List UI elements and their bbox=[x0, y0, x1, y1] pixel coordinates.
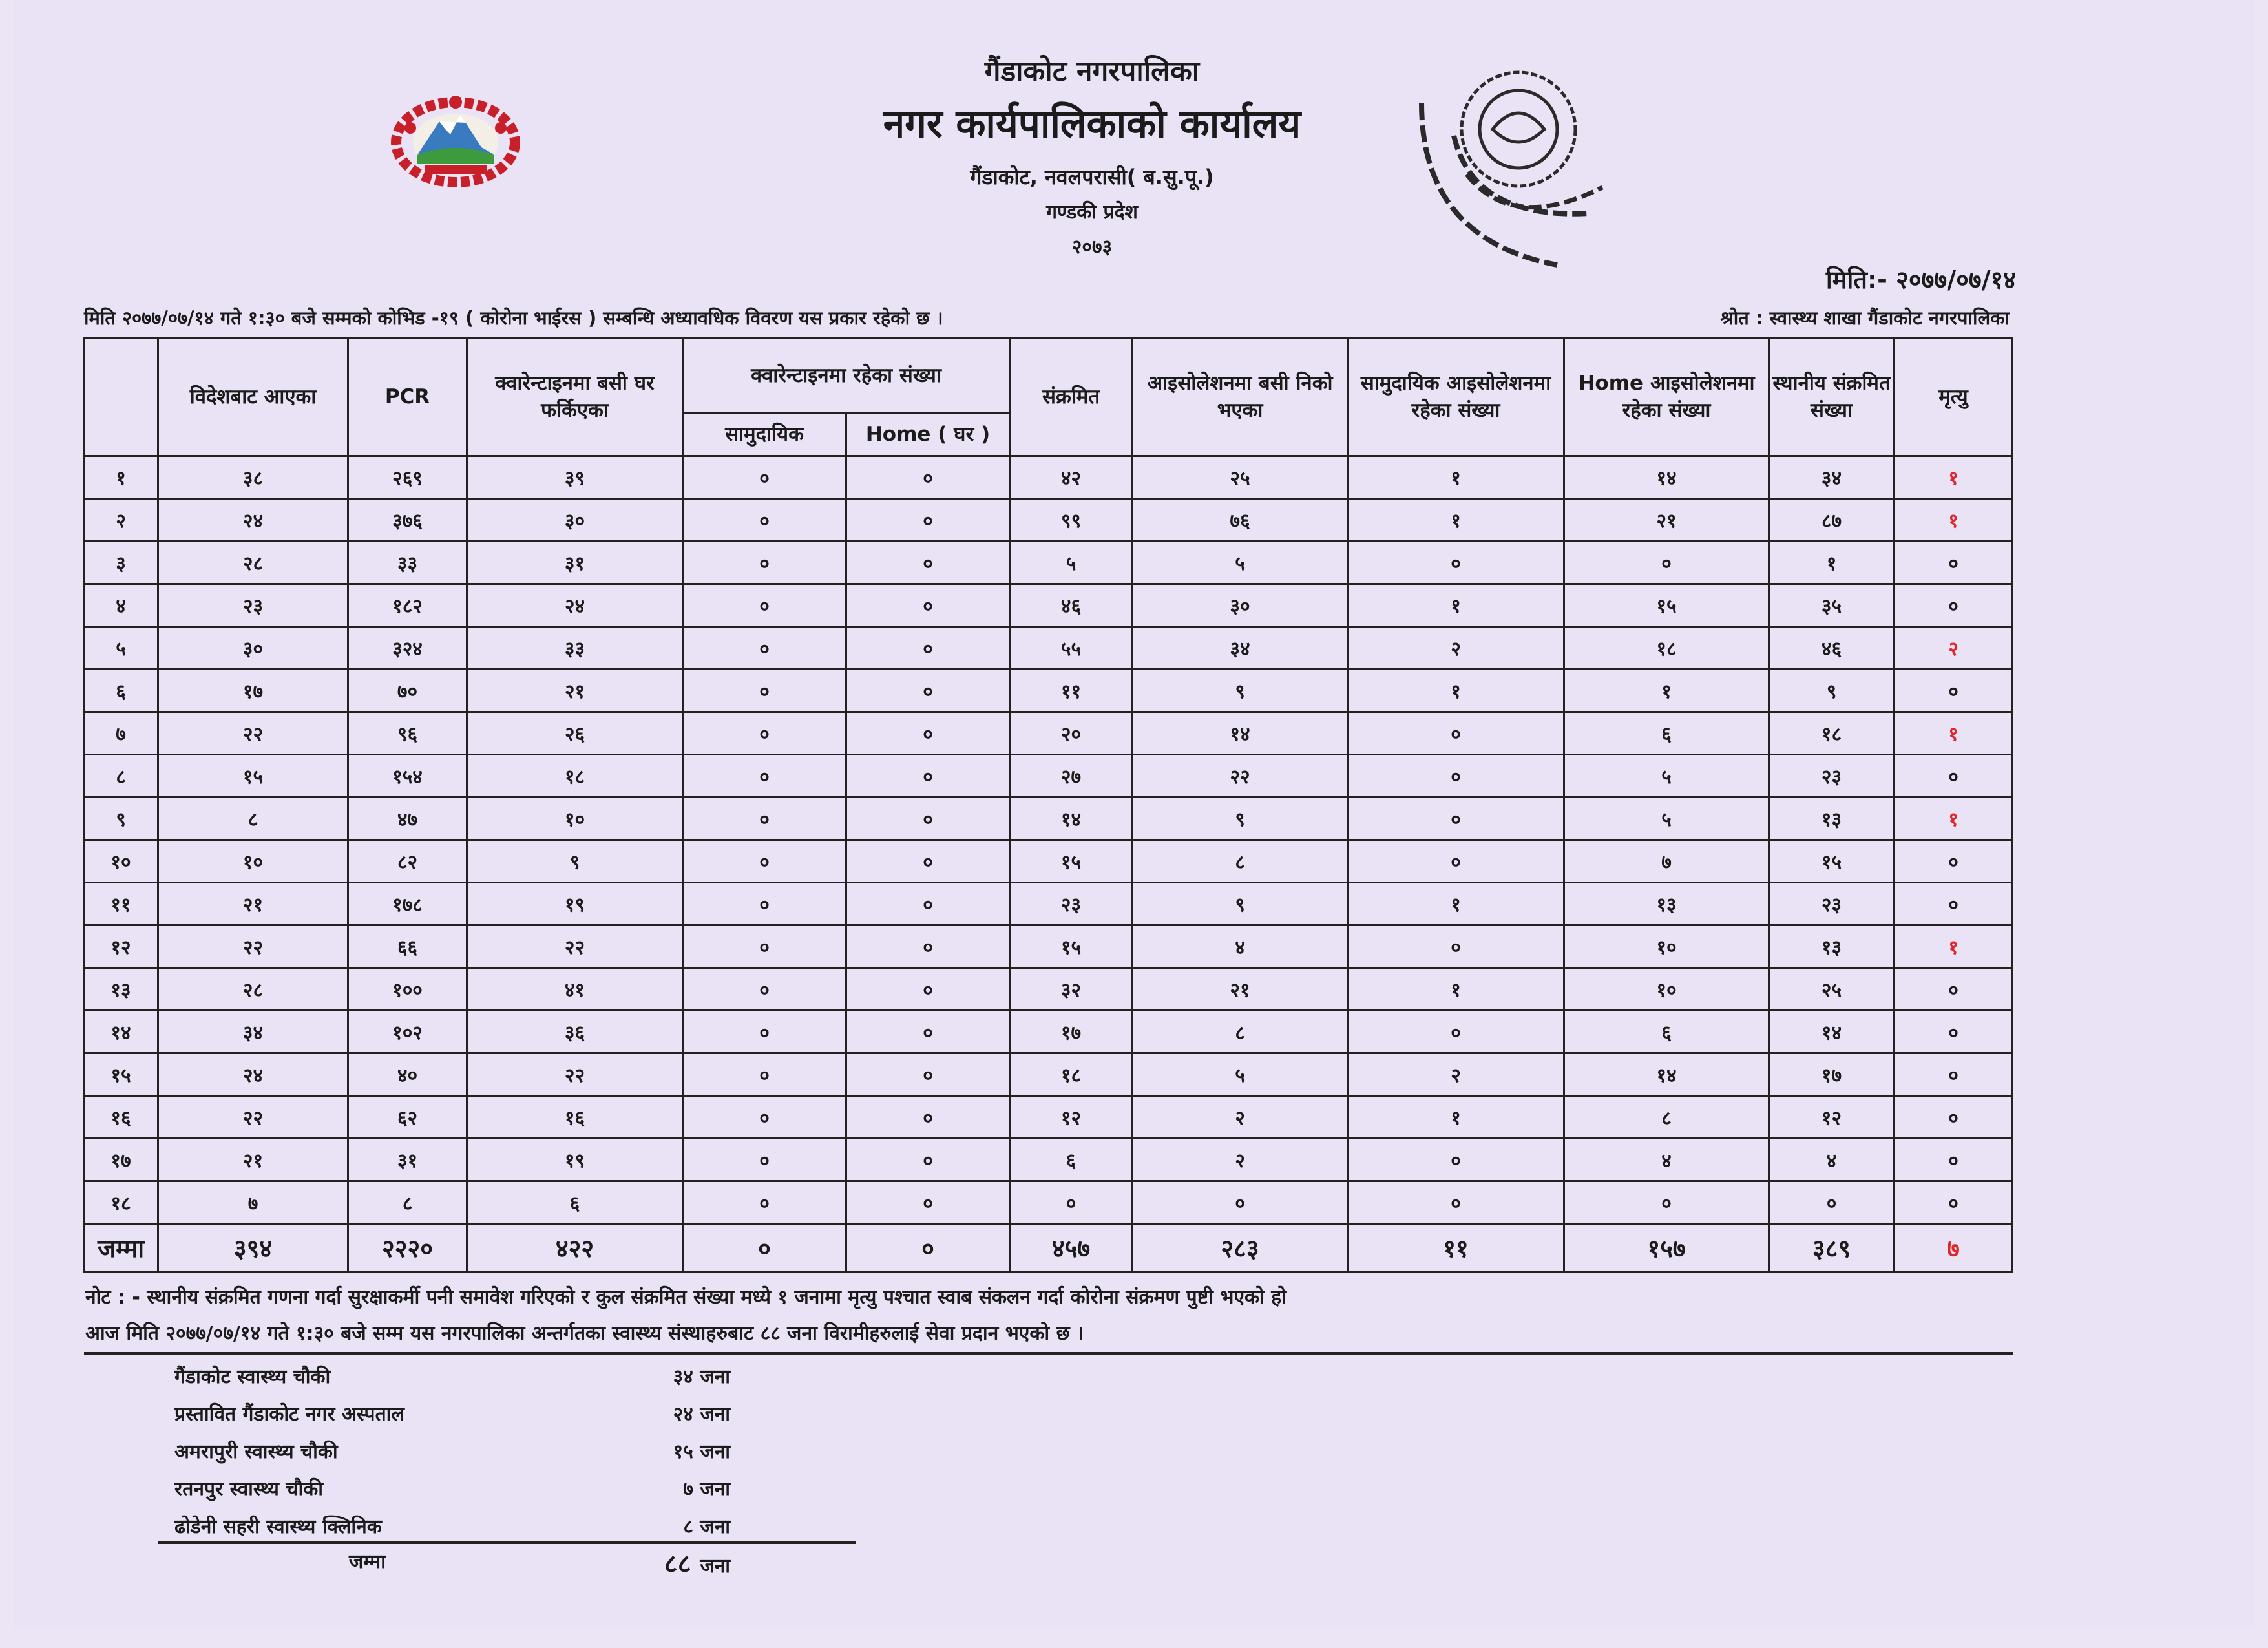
row-serial: ६ bbox=[84, 670, 158, 712]
table-cell: ० bbox=[846, 840, 1010, 883]
table-cell: ३१ bbox=[348, 1139, 467, 1181]
death-cell: ० bbox=[1895, 542, 2013, 584]
service-list-item bbox=[162, 1357, 743, 1395]
table-cell: ३५ bbox=[1769, 584, 1895, 627]
table-cell: ० bbox=[846, 925, 1010, 968]
table-cell: ० bbox=[683, 542, 846, 584]
table-cell: ३४ bbox=[1133, 627, 1348, 670]
table-cell: ० bbox=[846, 1011, 1010, 1053]
total-cell: २८३ bbox=[1133, 1224, 1348, 1272]
table-cell: ० bbox=[1564, 542, 1769, 584]
table-cell: १४ bbox=[1564, 456, 1769, 499]
table-cell: ० bbox=[683, 968, 846, 1011]
table-cell: २८ bbox=[158, 968, 348, 1011]
row-serial: ९ bbox=[84, 798, 158, 840]
table-cell: ४१ bbox=[467, 968, 683, 1011]
table-cell: १४ bbox=[1769, 1011, 1895, 1053]
table-cell: १०२ bbox=[348, 1011, 467, 1053]
table-cell: २६ bbox=[467, 712, 683, 755]
table-cell: २८ bbox=[158, 542, 348, 584]
table-cell: ३० bbox=[1133, 584, 1348, 627]
table-cell: ८ bbox=[348, 1181, 467, 1224]
table-cell: ० bbox=[846, 883, 1010, 925]
death-cell: १ bbox=[1895, 499, 2013, 542]
table-cell: ६६ bbox=[348, 925, 467, 968]
table-cell: ० bbox=[683, 627, 846, 670]
table-cell: २७ bbox=[1010, 755, 1133, 798]
table-cell: ४ bbox=[1769, 1139, 1895, 1181]
table-cell: २ bbox=[1348, 627, 1564, 670]
table-cell: १२ bbox=[1769, 1096, 1895, 1139]
header-quarantine-returned: क्वारेन्टाइनमा बसी घर फर्किएका bbox=[467, 339, 683, 456]
total-cell: ० bbox=[683, 1224, 846, 1272]
table-cell: २३ bbox=[1769, 883, 1895, 925]
established-year: २०७३ bbox=[1071, 236, 1113, 259]
row-serial: ५ bbox=[84, 627, 158, 670]
table-cell: ४ bbox=[1564, 1139, 1769, 1181]
total-cell: ४५७ bbox=[1010, 1224, 1133, 1272]
table-cell: ० bbox=[846, 1181, 1010, 1224]
table-cell: १४ bbox=[1564, 1053, 1769, 1096]
total-cell: ४२२ bbox=[467, 1224, 683, 1272]
total-cell: १५७ bbox=[1564, 1224, 1769, 1272]
table-cell: १५ bbox=[1564, 584, 1769, 627]
table-cell: ६ bbox=[467, 1181, 683, 1224]
service-statement: आज मिति २०७७/०७/१४ गते १:३० बजे सम्म यस नगरपालिका अन्तर्गतका स्वास्थ्य संस्थाहरुबाट ८८ जना विरामीहरुलाई सेवा प्रदान भएको छ । bbox=[85, 1322, 1084, 1345]
service-facility-name: प्रस्तावित गैंडाकोट नगर अस्पताल bbox=[174, 1403, 404, 1426]
header-death: मृत्यु bbox=[1895, 339, 2013, 456]
table-cell: २१ bbox=[158, 1139, 348, 1181]
table-cell: ३२४ bbox=[348, 627, 467, 670]
table-cell: ० bbox=[846, 584, 1010, 627]
table-cell: ० bbox=[1564, 1181, 1769, 1224]
table-cell: १७ bbox=[1769, 1053, 1895, 1096]
row-serial: १६ bbox=[84, 1096, 158, 1139]
death-cell: ० bbox=[1895, 1181, 2013, 1224]
row-serial: ३ bbox=[84, 542, 158, 584]
table-cell: ० bbox=[1769, 1181, 1895, 1224]
table-cell: ९ bbox=[467, 840, 683, 883]
table-cell: ० bbox=[846, 499, 1010, 542]
table-cell: ९ bbox=[1133, 798, 1348, 840]
table-cell: ० bbox=[846, 1096, 1010, 1139]
table-cell: ० bbox=[1348, 542, 1564, 584]
intro-statement: मिति २०७७/०७/१४ गते १:३० बजे सम्मको कोभिड -१९ ( कोरोना भाईरस ) सम्बन्धि अध्यावधिक विवरण यस प्रकार रहेको छ । bbox=[84, 307, 943, 329]
table-cell: १८ bbox=[1564, 627, 1769, 670]
row-serial: १८ bbox=[84, 1181, 158, 1224]
table-cell: ४६ bbox=[1769, 627, 1895, 670]
table-cell: ६ bbox=[1010, 1139, 1133, 1181]
table-cell: ० bbox=[683, 499, 846, 542]
table-row bbox=[84, 712, 2013, 755]
death-cell: ० bbox=[1895, 1096, 2013, 1139]
service-patient-count: ८ जना bbox=[683, 1516, 730, 1538]
table-cell: ४६ bbox=[1010, 584, 1133, 627]
table-cell: ९ bbox=[1769, 670, 1895, 712]
table-cell: ० bbox=[683, 883, 846, 925]
table-cell: १ bbox=[1348, 456, 1564, 499]
table-cell: ७ bbox=[158, 1181, 348, 1224]
table-cell: ० bbox=[683, 840, 846, 883]
table-cell: २२ bbox=[1133, 755, 1348, 798]
death-cell: ० bbox=[1895, 840, 2013, 883]
table-cell: २२ bbox=[467, 925, 683, 968]
total-death-cell: ७ bbox=[1895, 1224, 2013, 1272]
table-cell: ० bbox=[683, 1053, 846, 1096]
table-cell: ४२ bbox=[1010, 456, 1133, 499]
table-cell: ० bbox=[683, 1181, 846, 1224]
footnote: नोट : - स्थानीय संक्रमित गणना गर्दा सुरक्षाकर्मी पनी समावेश गरिएको र कुल संक्रमित संख्या मध्ये १ जनामा मृत्यु पश्चात स्वाब संकलन गर्दा कोरोना संक्रमण पुष्टी भएको हो bbox=[85, 1286, 1287, 1309]
table-cell: १ bbox=[1348, 499, 1564, 542]
header-community-isolation: सामुदायिक आइसोलेशनमा रहेका संख्या bbox=[1348, 339, 1564, 456]
header-pcr: PCR bbox=[348, 339, 467, 456]
table-cell: १० bbox=[1564, 968, 1769, 1011]
table-cell: १०० bbox=[348, 968, 467, 1011]
table-cell: २१ bbox=[467, 670, 683, 712]
table-cell: १ bbox=[1564, 670, 1769, 712]
table-row bbox=[84, 968, 2013, 1011]
table-cell: ९ bbox=[1133, 883, 1348, 925]
table-row bbox=[84, 542, 2013, 584]
table-cell: २ bbox=[1133, 1139, 1348, 1181]
total-cell: ० bbox=[846, 1224, 1010, 1272]
table-cell: १० bbox=[158, 840, 348, 883]
table-cell: ३२ bbox=[1010, 968, 1133, 1011]
row-serial: १० bbox=[84, 840, 158, 883]
death-cell: ० bbox=[1895, 670, 2013, 712]
table-cell: ३९ bbox=[467, 456, 683, 499]
table-cell: ५ bbox=[1133, 1053, 1348, 1096]
table-cell: १३ bbox=[1564, 883, 1769, 925]
table-cell: ३० bbox=[467, 499, 683, 542]
service-facility-name: अमरापुरी स्वास्थ्य चौकी bbox=[174, 1441, 338, 1463]
table-cell: ५ bbox=[1010, 542, 1133, 584]
death-cell: १ bbox=[1895, 712, 2013, 755]
death-cell: १ bbox=[1895, 925, 2013, 968]
service-patient-count: १५ जना bbox=[673, 1441, 730, 1463]
table-cell: ० bbox=[846, 798, 1010, 840]
service-facility-name: ढोडेनी सहरी स्वास्थ्य क्लिनिक bbox=[174, 1516, 382, 1538]
table-cell: २१ bbox=[1564, 499, 1769, 542]
table-cell: ४ bbox=[1133, 925, 1348, 968]
table-cell: ६ bbox=[1564, 1011, 1769, 1053]
document-page bbox=[13, 0, 2255, 1629]
table-cell: ९९ bbox=[1010, 499, 1133, 542]
header-isolation-recovered: आइसोलेशनमा बसी निको भएका bbox=[1133, 339, 1348, 456]
table-cell: ० bbox=[683, 1139, 846, 1181]
row-serial: १३ bbox=[84, 968, 158, 1011]
row-serial: १ bbox=[84, 456, 158, 499]
table-cell: ३८ bbox=[158, 456, 348, 499]
table-cell: ० bbox=[846, 712, 1010, 755]
table-cell: ७० bbox=[348, 670, 467, 712]
table-cell: ३३ bbox=[467, 627, 683, 670]
source-note: श्रोत : स्वास्थ्य शाखा गैंडाकोट नगरपालिका bbox=[1720, 307, 2010, 329]
service-list bbox=[162, 1357, 743, 1545]
death-cell: २ bbox=[1895, 627, 2013, 670]
table-cell: ९६ bbox=[348, 712, 467, 755]
total-cell: ३८९ bbox=[1769, 1224, 1895, 1272]
total-cell: ३९४ bbox=[158, 1224, 348, 1272]
table-cell: ११ bbox=[1010, 670, 1133, 712]
row-serial: २ bbox=[84, 499, 158, 542]
service-facility-name: रतनपुर स्वास्थ्य चौकी bbox=[174, 1478, 324, 1501]
header-local-infected: स्थानीय संक्रमित संख्या bbox=[1769, 339, 1895, 456]
table-row bbox=[84, 1139, 2013, 1181]
divider bbox=[84, 1352, 2013, 1355]
table-cell: ३० bbox=[158, 627, 348, 670]
table-cell: १९ bbox=[467, 883, 683, 925]
death-cell: ० bbox=[1895, 755, 2013, 798]
header-infected: संक्रमित bbox=[1010, 339, 1133, 456]
row-serial: ७ bbox=[84, 712, 158, 755]
table-cell: २६९ bbox=[348, 456, 467, 499]
header-home-isolation: Home आइसोलेशनमा रहेका संख्या bbox=[1564, 339, 1769, 456]
death-cell: ० bbox=[1895, 1139, 2013, 1181]
table-cell: १५ bbox=[1769, 840, 1895, 883]
table-cell: १८२ bbox=[348, 584, 467, 627]
table-cell: १८ bbox=[1769, 712, 1895, 755]
table-cell: ० bbox=[1348, 798, 1564, 840]
table-cell: ३६ bbox=[467, 1011, 683, 1053]
table-cell: १२ bbox=[1010, 1096, 1133, 1139]
total-cell: ११ bbox=[1348, 1224, 1564, 1272]
table-cell: २२ bbox=[158, 925, 348, 968]
table-cell: ८ bbox=[1564, 1096, 1769, 1139]
death-cell: १ bbox=[1895, 456, 2013, 499]
table-cell: ४० bbox=[348, 1053, 467, 1096]
table-cell: २५ bbox=[1133, 456, 1348, 499]
service-total-number: ८८ bbox=[664, 1549, 691, 1579]
table-cell: २१ bbox=[1133, 968, 1348, 1011]
table-cell: ० bbox=[1348, 840, 1564, 883]
table-cell: २४ bbox=[158, 499, 348, 542]
table-cell: ६ bbox=[1564, 712, 1769, 755]
table-cell: ० bbox=[846, 542, 1010, 584]
service-total-unit: जना bbox=[700, 1555, 730, 1578]
table-cell: १४ bbox=[1010, 798, 1133, 840]
table-cell: ० bbox=[1010, 1181, 1133, 1224]
table-cell: १० bbox=[467, 798, 683, 840]
table-cell: ८ bbox=[1133, 1011, 1348, 1053]
service-patient-count: २४ जना bbox=[673, 1403, 730, 1426]
table-cell: २३ bbox=[1010, 883, 1133, 925]
table-cell: ० bbox=[683, 1096, 846, 1139]
row-serial: ११ bbox=[84, 883, 158, 925]
covid-data-table bbox=[83, 337, 2013, 1273]
table-cell: ८ bbox=[158, 798, 348, 840]
table-row bbox=[84, 883, 2013, 925]
table-cell: ३४ bbox=[158, 1011, 348, 1053]
service-list-item bbox=[162, 1395, 743, 1432]
table-cell: १५ bbox=[1010, 925, 1133, 968]
header-in-quarantine: क्वारेन्टाइनमा रहेका संख्या bbox=[683, 339, 1010, 414]
table-cell: ० bbox=[683, 1011, 846, 1053]
table-cell: ० bbox=[1348, 1139, 1564, 1181]
table-cell: १५ bbox=[1010, 840, 1133, 883]
table-cell: २२ bbox=[158, 712, 348, 755]
row-serial: ८ bbox=[84, 755, 158, 798]
table-cell: १३ bbox=[1769, 798, 1895, 840]
table-cell: ८२ bbox=[348, 840, 467, 883]
table-cell: १ bbox=[1348, 584, 1564, 627]
table-cell: ० bbox=[683, 755, 846, 798]
death-cell: ० bbox=[1895, 584, 2013, 627]
table-row bbox=[84, 1096, 2013, 1139]
stamp-text: गैंडाकोट नगरपालिका नगर कार्यपालिकाको कार्यालय गैंडाकोट, नवलपरासी गण्डकी प्रदेश, नेपाल २०७३ bbox=[1396, 58, 1420, 59]
row-serial: १५ bbox=[84, 1053, 158, 1096]
table-cell: १५ bbox=[158, 755, 348, 798]
table-cell: ० bbox=[683, 584, 846, 627]
table-row bbox=[84, 456, 2013, 499]
table-cell: १५४ bbox=[348, 755, 467, 798]
row-serial: १२ bbox=[84, 925, 158, 968]
table-cell: २ bbox=[1348, 1053, 1564, 1096]
table-cell: ५ bbox=[1564, 755, 1769, 798]
header-quarantine-community: सामुदायिक bbox=[683, 414, 846, 456]
service-patient-count: ३४ जना bbox=[673, 1366, 730, 1388]
table-cell: ८ bbox=[1133, 840, 1348, 883]
table-cell: २२ bbox=[467, 1053, 683, 1096]
table-cell: ६२ bbox=[348, 1096, 467, 1139]
service-total-divider bbox=[158, 1541, 856, 1544]
table-cell: ७६ bbox=[1133, 499, 1348, 542]
table-cell: २० bbox=[1010, 712, 1133, 755]
table-cell: ० bbox=[846, 968, 1010, 1011]
table-row bbox=[84, 584, 2013, 627]
table-cell: ३४ bbox=[1769, 456, 1895, 499]
table-cell: ० bbox=[846, 755, 1010, 798]
table-cell: ० bbox=[846, 456, 1010, 499]
table-cell: २१ bbox=[158, 883, 348, 925]
header-serial bbox=[84, 339, 158, 456]
table-cell: ० bbox=[683, 456, 846, 499]
table-cell: १८ bbox=[1010, 1053, 1133, 1096]
table-cell: ० bbox=[846, 627, 1010, 670]
table-cell: १३ bbox=[1769, 925, 1895, 968]
table-row bbox=[84, 755, 2013, 798]
service-list-item bbox=[162, 1432, 743, 1470]
death-cell: ० bbox=[1895, 968, 2013, 1011]
death-cell: ० bbox=[1895, 1053, 2013, 1096]
service-total-value bbox=[633, 1545, 730, 1580]
service-list-item bbox=[162, 1507, 743, 1545]
report-date: मिति:- २०७७/०७/१४ bbox=[1825, 266, 2016, 294]
table-cell: १ bbox=[1769, 542, 1895, 584]
service-patient-count: ७ जना bbox=[683, 1478, 730, 1501]
table-cell: ० bbox=[683, 670, 846, 712]
table-cell: ५ bbox=[1564, 798, 1769, 840]
death-cell: ० bbox=[1895, 883, 2013, 925]
table-cell: २३ bbox=[1769, 755, 1895, 798]
table-cell: ३१ bbox=[467, 542, 683, 584]
total-row bbox=[84, 1224, 2013, 1272]
table-cell: ७ bbox=[1564, 840, 1769, 883]
table-cell: ० bbox=[1348, 712, 1564, 755]
row-serial: ४ bbox=[84, 584, 158, 627]
table-row bbox=[84, 1181, 2013, 1224]
table-row bbox=[84, 670, 2013, 712]
table-row bbox=[84, 499, 2013, 542]
table-cell: २ bbox=[1133, 1096, 1348, 1139]
table-cell: ० bbox=[1133, 1181, 1348, 1224]
table-cell: १ bbox=[1348, 1096, 1564, 1139]
table-cell: ५५ bbox=[1010, 627, 1133, 670]
service-facility-name: गैंडाकोट स्वास्थ्य चौकी bbox=[174, 1366, 331, 1388]
table-cell: १९ bbox=[467, 1139, 683, 1181]
table-cell: २५ bbox=[1769, 968, 1895, 1011]
header-quarantine-home: Home ( घर ) bbox=[846, 414, 1010, 456]
total-cell: २२२० bbox=[348, 1224, 467, 1272]
table-cell: १ bbox=[1348, 883, 1564, 925]
table-cell: १० bbox=[1564, 925, 1769, 968]
table-cell: १८ bbox=[467, 755, 683, 798]
row-serial: १७ bbox=[84, 1139, 158, 1181]
service-list-item bbox=[162, 1470, 743, 1507]
row-serial: १४ bbox=[84, 1011, 158, 1053]
office-stamp-icon bbox=[1396, 58, 1641, 284]
death-cell: १ bbox=[1895, 798, 2013, 840]
table-cell: ८७ bbox=[1769, 499, 1895, 542]
table-row bbox=[84, 627, 2013, 670]
table-cell: १६ bbox=[467, 1096, 683, 1139]
table-cell: ३३ bbox=[348, 542, 467, 584]
table-cell: १ bbox=[1348, 968, 1564, 1011]
table-cell: ० bbox=[683, 925, 846, 968]
table-cell: ० bbox=[1348, 1181, 1564, 1224]
nepal-emblem-icon bbox=[378, 83, 533, 193]
municipality-name: गैंडाकोट नगरपालिका bbox=[984, 55, 1200, 88]
table-row bbox=[84, 925, 2013, 968]
table-cell: ९ bbox=[1133, 670, 1348, 712]
table-cell: ५ bbox=[1133, 542, 1348, 584]
office-address: गैंडाकोट, नवलपरासी( ब.सु.पू.) bbox=[970, 165, 1214, 189]
death-cell: ० bbox=[1895, 1011, 2013, 1053]
table-cell: १७ bbox=[158, 670, 348, 712]
table-row bbox=[84, 840, 2013, 883]
table-cell: ४७ bbox=[348, 798, 467, 840]
table-cell: २३ bbox=[158, 584, 348, 627]
header-foreign-returnees: विदेशबाट आएका bbox=[158, 339, 348, 456]
table-cell: २२ bbox=[158, 1096, 348, 1139]
table-cell: २४ bbox=[467, 584, 683, 627]
table-cell: ० bbox=[1348, 1011, 1564, 1053]
table-row bbox=[84, 1011, 2013, 1053]
table-cell: ३७६ bbox=[348, 499, 467, 542]
table-cell: ० bbox=[1348, 755, 1564, 798]
office-title: नगर कार्यपालिकाको कार्यालय bbox=[883, 101, 1301, 147]
table-body bbox=[84, 456, 2013, 1272]
table-cell: ० bbox=[683, 712, 846, 755]
table-row bbox=[84, 798, 2013, 840]
table-cell: ० bbox=[1348, 925, 1564, 968]
table-cell: २४ bbox=[158, 1053, 348, 1096]
table-cell: १७८ bbox=[348, 883, 467, 925]
province: गण्डकी प्रदेश bbox=[1046, 201, 1138, 224]
service-total-label: जम्मा bbox=[349, 1550, 386, 1573]
table-cell: १ bbox=[1348, 670, 1564, 712]
table-cell: ० bbox=[846, 1139, 1010, 1181]
total-label: जम्मा bbox=[84, 1224, 158, 1272]
table-cell: ० bbox=[846, 1053, 1010, 1096]
table-cell: १४ bbox=[1133, 712, 1348, 755]
table-cell: ० bbox=[683, 798, 846, 840]
table-row bbox=[84, 1053, 2013, 1096]
table-cell: १७ bbox=[1010, 1011, 1133, 1053]
table-cell: ० bbox=[846, 670, 1010, 712]
